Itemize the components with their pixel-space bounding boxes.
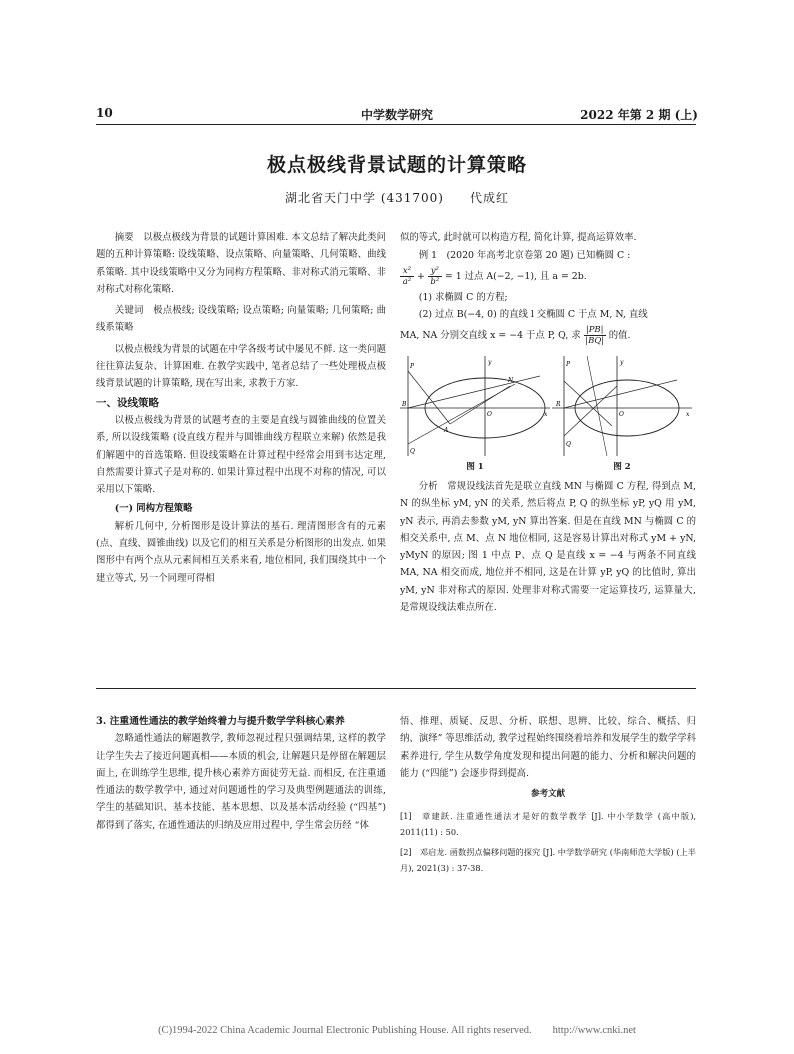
- journal-name: 中学数学研究: [360, 108, 433, 122]
- equation-rest: = 1 过点 A(−2, −1), 且 a = 2b.: [444, 270, 587, 282]
- right-column: [400, 229, 696, 347]
- svg-text:O: O: [487, 411, 492, 418]
- frac-x-den: a²: [402, 277, 412, 288]
- issue-label: 2022 年第 2 期 (上): [580, 108, 698, 122]
- svg-text:A: A: [444, 427, 449, 434]
- analysis-paragraph: 分析 常规设线法首先是联立直线 MN 与椭圆 C 方程, 得到点 M, N 的纵坐标 yM, yN 的关系, 然后将点 P, Q 的纵坐标 yP, yQ 用 yM, yN 表示, 再消去参数 yM, yN 算出答案. 但是在直线 MN 与椭圆 C 的相交关系中, 点 M、点 N 地位相同, 这是容易计算出对称式 yM + yN, yMyN 的原因; 图 1 中点 P、点 Q 是直线 x = −4 与两条不同直线 MA, NA 相交而成, 地位并不相同, 这是在计算 yP, yQ 的比值时, 算出 yM, yN 非对称式的原因. 处理非对称式需要一定运算技巧, 运算量大, 是常规设线法难点所在.: [400, 481, 696, 614]
- lower-heading: 3. 注重通性通法的教学始终着力与提升数学学科核心素养: [96, 716, 345, 727]
- svg-text:B: B: [402, 401, 407, 408]
- svg-text:P: P: [410, 363, 415, 370]
- author-line: 湖北省天门中学 (431700) 代成红: [285, 191, 509, 205]
- subsection-heading: (一) 同构方程策略: [114, 503, 193, 515]
- section-separator: [96, 688, 696, 689]
- question-2b-line: [400, 323, 696, 347]
- analysis-block: [400, 478, 696, 616]
- reference-item: [1] 章建跃. 注重通性通法才是好的数学教学 [J]. 中小学数学 (高中版), 2011(11) : 50.: [400, 811, 696, 837]
- subsection-paragraph: 解析几何中, 分析图形是设计算法的基石. 理清图形含有的元素 (点、直线、圆锥曲线) 以及它们的相互关系是分析图形的出发点. 如果图形中有两个点从元素间相互关系来看, 地位相同, 我们围绕其中一个建立等式, 另一个同理可得相: [96, 520, 386, 584]
- svg-text:P: P: [566, 361, 571, 368]
- continued-paragraph: 似的等式, 此时就可以构造方程, 简化计算, 提高运算效率.: [400, 232, 637, 243]
- figure-1: [400, 356, 550, 456]
- svg-text:N: N: [508, 377, 514, 384]
- header-rule: [96, 124, 696, 125]
- question-2c: 的值.: [608, 329, 631, 341]
- page-number: 10: [96, 106, 113, 120]
- references-list: [400, 809, 696, 876]
- svg-text:R: R: [556, 401, 561, 408]
- ellipse-equation: x² a² + y² b² = 1 过点 A(−2, −1), 且 a = 2b.: [400, 265, 696, 289]
- figure-1-caption: 图 1: [466, 462, 484, 472]
- svg-text:Q: Q: [566, 441, 571, 448]
- ratio-numerator: |PB|: [585, 324, 604, 335]
- lower-left-column: [96, 713, 386, 834]
- ratio-denominator: |BQ|: [585, 335, 605, 346]
- frac-y-den: b²: [430, 277, 440, 288]
- section-paragraph: 以极点极线为背景的试题考查的主要是直线与圆锥曲线的位置关系, 所以设线策略 (设直线方程并与圆锥曲线方程联立来解) 依然是我们解题中的首选策略. 但设线策略在计算过程中经常会用到韦达定理, 自然需要计算式子是对称的. 如果计算过程中出现不对称的情况, 可以采用以下策略.: [96, 414, 386, 496]
- copyright-footer: (C)1994-2022 China Academic Journal Electronic Publishing House. All rights reserved. http://www.cnki.net: [158, 1025, 636, 1036]
- figure-2-caption: 图 2: [613, 462, 631, 472]
- svg-text:y: y: [488, 359, 492, 366]
- question-1: (1) 求椭圆 C 的方程;: [418, 291, 508, 303]
- frac-x-num: x²: [402, 266, 412, 277]
- section-heading: 一、设线策略: [96, 396, 159, 409]
- keywords: 关键词 极点极线; 设线策略; 设点策略; 向量策略; 几何策略; 曲线系策略: [96, 305, 386, 334]
- left-column: [96, 229, 386, 587]
- question-2b: MA, NA 分别交直线 x = −4 于点 P, Q, 求: [400, 329, 581, 341]
- lower-right-column: [400, 713, 696, 876]
- lower-right-paragraph: 悟、推理、质疑、反思、分析、联想、思辨、比较、综合、概括、归纳、演绎” 等思维活动, 教学过程始终围绕着培养和发展学生的数学学科素养进行, 学生从数学角度发现和提出问题的能力、分析和解决问题的能力 (“四能”) 会逐步得到提高.: [400, 716, 696, 779]
- figure-2: [552, 356, 692, 456]
- svg-text:x: x: [686, 411, 690, 418]
- abstract: 摘要 以极点极线为背景的试题计算困难. 本文总结了解决此类问题的五种计算策略: 设线策略、设点策略、向量策略、几何策略、曲线系策略. 其中设线策略中又分为同构方程策略、非对称式消元策略、非对称式对称化策略.: [96, 232, 386, 295]
- intro-paragraph: 以极点极线为背景的试题在中学各级考试中屡见不鲜. 这一类问题往往算法复杂、计算困难. 在教学实践中, 笔者总结了一些处理极点极线背景试题的计算策略, 现在写出来, 求教于方家.: [96, 343, 386, 390]
- example-line: 例 1 (2020 年高考北京卷第 20 题) 已知椭圆 C :: [418, 250, 631, 262]
- reference-item: [2] 邓启龙. 函数拐点偏移问题的探究 [J]. 中学数学研究 (华南师范大学版) (上半月), 2021(3) : 37-38.: [400, 847, 696, 873]
- svg-text:Q: Q: [410, 448, 415, 455]
- svg-text:x: x: [544, 411, 548, 418]
- frac-y-num: y²: [430, 266, 439, 277]
- lower-left-paragraph: 忽略通性通法的解题教学, 教师忽视过程只强调结果, 这样的教学让学生失去了接近问题真相——本质的机会, 让解题只是停留在解题层面上, 在训练学生思维, 提升核心素养方面徒劳无益. 而相反, 在注重通性通法的数学教学中, 通过对问题通性的学习及典型例题通法的训练, 学生的基础知识、基本技能、基本思想、以及基本活动经验 (“四基”) 都得到了落实, 在通性通法的归纳及应用过程中, 学生常会历经 “体: [96, 733, 386, 831]
- references-title: 参考文献: [530, 789, 565, 800]
- question-2a: (2) 过点 B(−4, 0) 的直线 l 交椭圆 C 于点 M, N, 直线: [418, 308, 648, 320]
- article-title: 极点极线背景试题的计算策略: [266, 154, 527, 176]
- svg-text:y: y: [620, 359, 624, 366]
- svg-text:O: O: [619, 411, 624, 418]
